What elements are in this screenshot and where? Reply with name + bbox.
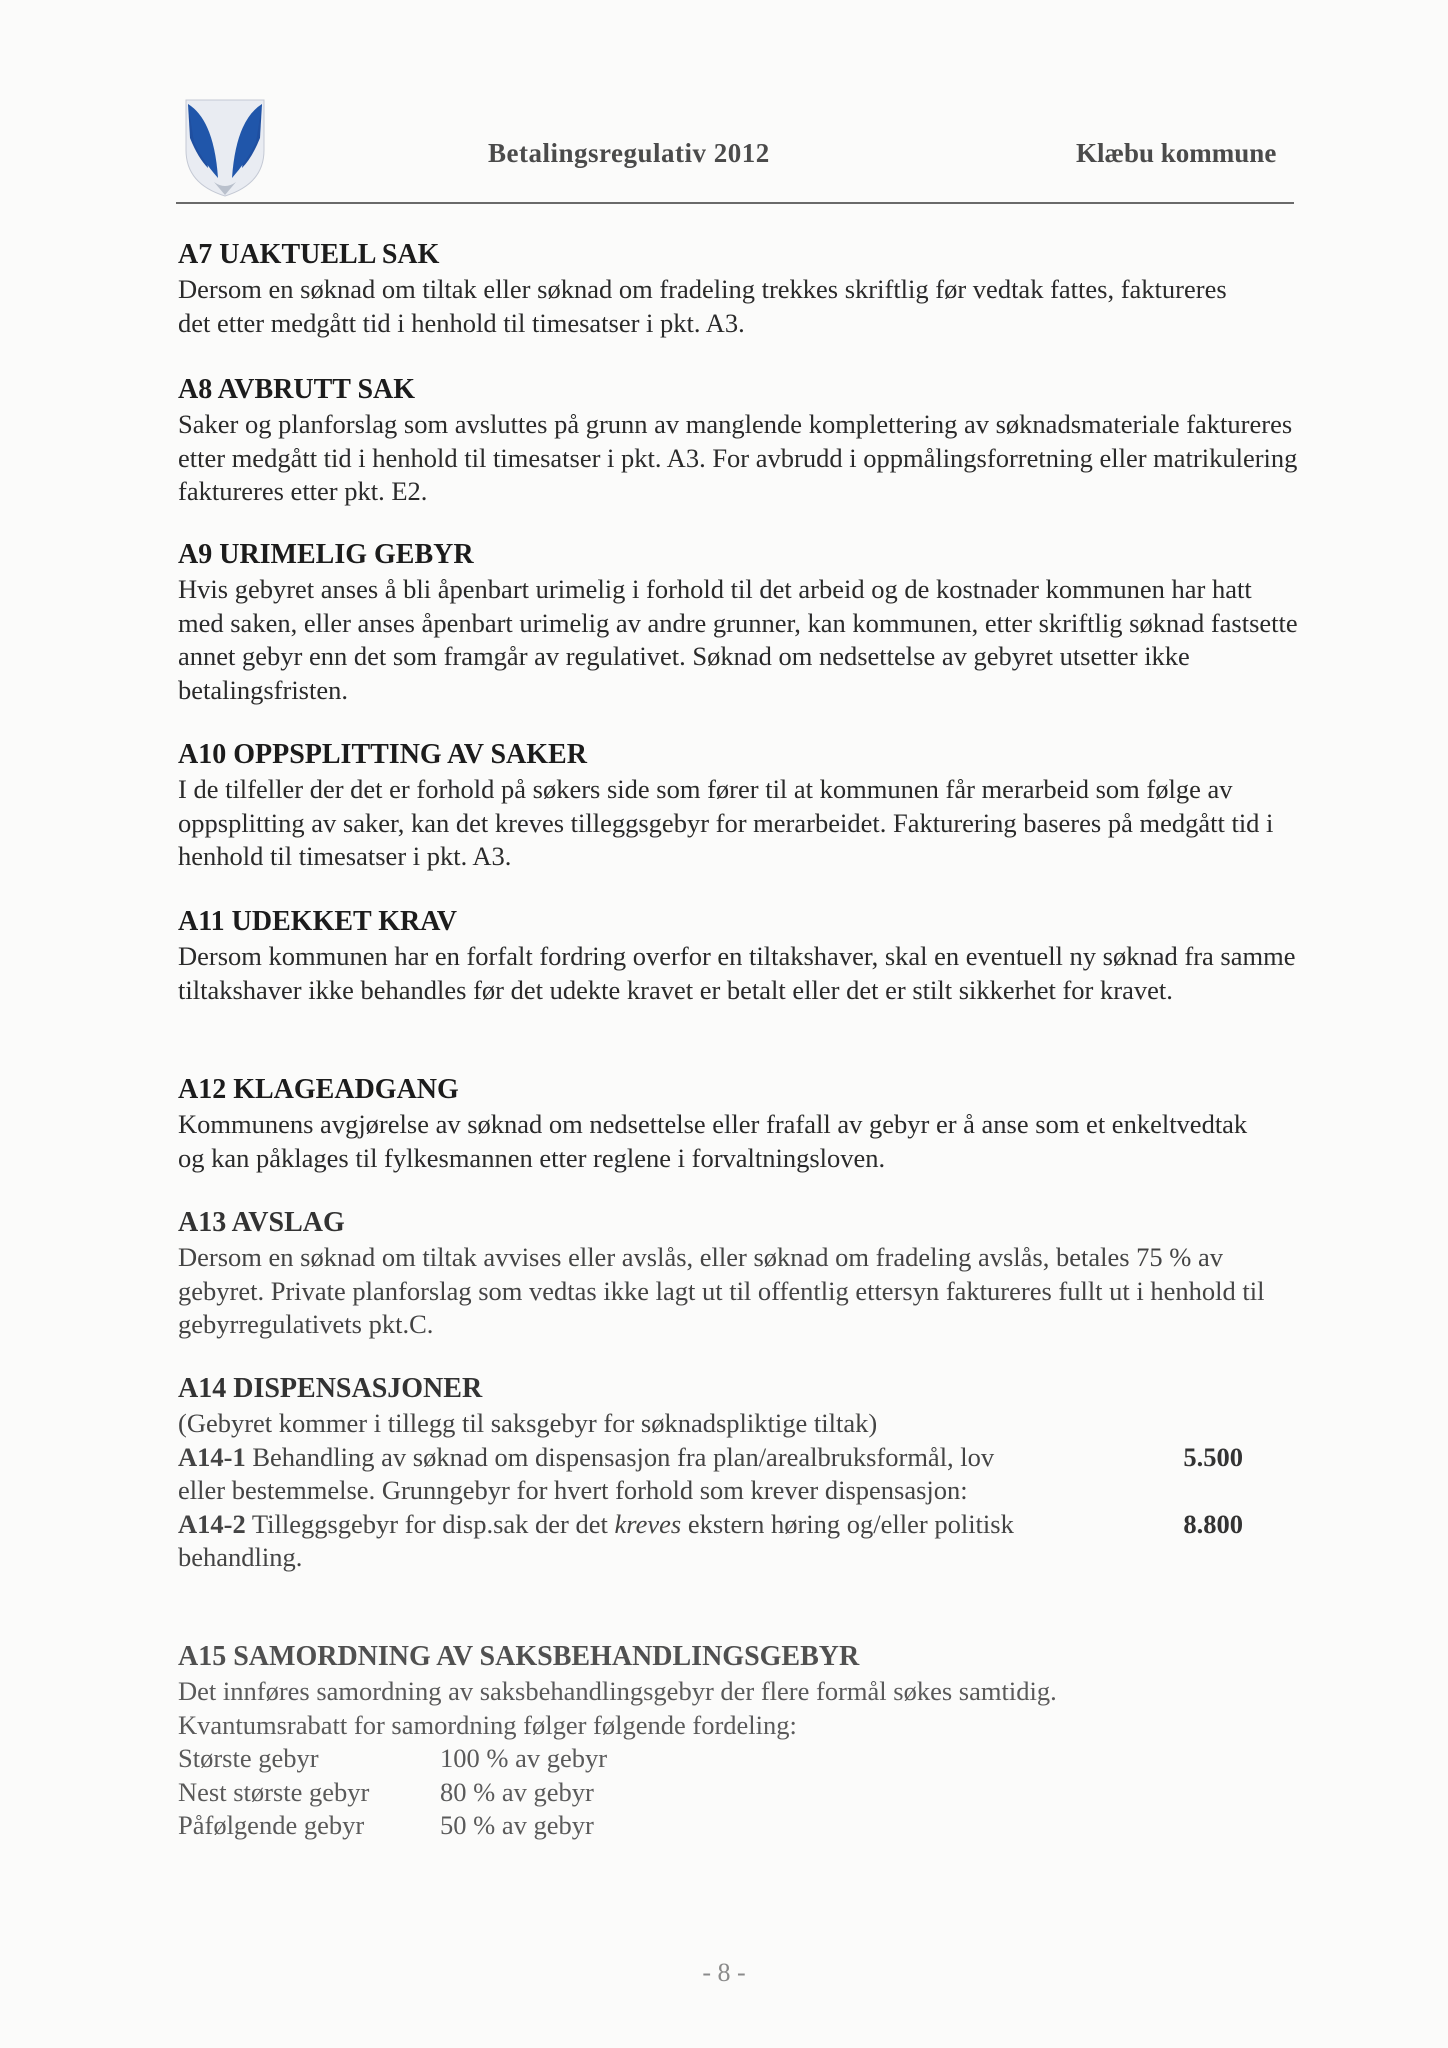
section-body: Dersom en søknad om tiltak eller søknad om fradeling trekkes skriftlig før vedtak fattes, faktureres det etter medgått tid i henhold til timesatser i pkt. A3. (178, 274, 1227, 338)
header-divider (176, 202, 1294, 204)
fee-amount: 5.500 (1183, 1441, 1243, 1472)
section-body: Dersom kommunen har en forfalt fordring overfor en tiltakshaver, skal en eventuell ny søknad fra samme tiltakshaver ikke behandles før det udekte kravet er betalt eller det er stilt sikkerhet for kravet. (178, 941, 1296, 1005)
distribution-value: 80 % av gebyr (440, 1776, 594, 1807)
distribution-value: 50 % av gebyr (440, 1810, 594, 1840)
municipality-name: Klæbu kommune (1076, 138, 1277, 168)
section-title: A9 URIMELIG GEBYR (178, 539, 474, 570)
section-body-line: Kvantumsrabatt for samordning følger følgende fordeling: (178, 1709, 797, 1740)
section-title: A13 AVSLAG (178, 1207, 345, 1238)
fee-text: Tilleggsgebyr for disp.sak der det (245, 1508, 615, 1539)
fee-code: A14-1 (178, 1441, 246, 1472)
fee-code: A14-2 (178, 1508, 246, 1539)
section-title: A8 AVBRUTT SAK (178, 374, 416, 405)
section-a9 (178, 538, 1298, 707)
section-a12 (178, 1073, 1298, 1175)
section-body: I de tilfeller der det er forhold på søkers side som fører til at kommunen får merarbeid som følge av oppsplitting av saker, kan det kreves tilleggsgebyr for merarbeidet. Fakturering baseres på medgått tid i henhold til timesatser i pkt. A3. (178, 774, 1274, 871)
dispensation-note: (Gebyret kommer i tillegg til saksgebyr for søknadspliktige tiltak) (178, 1408, 878, 1438)
section-title: A10 OPPSPLITTING AV SAKER (178, 739, 587, 770)
fee-row-a14-2 (178, 1508, 1298, 1575)
fee-row-a14-1 (178, 1441, 1298, 1508)
municipal-coat-of-arms-logo (184, 98, 266, 198)
section-a10 (178, 738, 1298, 874)
section-title: A7 UAKTUELL SAK (178, 239, 440, 270)
discount-distribution (178, 1742, 1298, 1843)
section-a11 (178, 905, 1298, 1007)
section-a15 (178, 1640, 1298, 1843)
fee-text: ekstern høring og/eller politisk behandling. (178, 1508, 1014, 1572)
fee-text: Behandling av søknad om dispensasjon fra plan/arealbruksformål, lov eller bestemmelse. Grunngebyr for hvert forhold som krever dispensasjon: (178, 1441, 995, 1505)
distribution-value: 100 % av gebyr (440, 1743, 608, 1773)
section-body: Dersom en søknad om tiltak avvises eller avslås, eller søknad om fradeling avslås, betales 75 % av gebyret. Private planforslag som vedtas ikke lagt ut til offentlig ettersyn faktureres fullt ut i henhold til gebyrregulativets pkt.C. (178, 1242, 1265, 1339)
fee-text-emphasis: kreves (614, 1508, 682, 1539)
section-body: Saker og planforslag som avsluttes på grunn av manglende komplettering av søknadsmateriale faktureres etter medgått tid i henhold til timesatser i pkt. A3. For avbrudd i oppmålingsforretning eller matrikulering faktureres etter pkt. E2. (178, 409, 1298, 506)
section-a8 (178, 373, 1298, 509)
section-body: Kommunens avgjørelse av søknad om nedsettelse eller frafall av gebyr er å anse som et enkeltvedtak og kan påklages til fylkesmannen etter reglene i forvaltningsloven. (178, 1109, 1248, 1173)
section-a7 (178, 238, 1298, 340)
fee-description (178, 1441, 1038, 1508)
distribution-label: Nest største gebyr (178, 1776, 370, 1807)
section-title: A14 DISPENSASJONER (178, 1373, 483, 1404)
section-body: Hvis gebyret anses å bli åpenbart urimelig i forhold til det arbeid og de kostnader kommunen har hatt med saken, eller anses åpenbart urimelig av andre grunner, kan kommunen, etter skriftlig søknad fastsette annet gebyr enn det som framgår av regulativet. Søknad om nedsettelse av gebyret utsetter ikke betalingsfristen. (178, 574, 1298, 705)
page-number: - 8 - (702, 1958, 746, 1987)
section-a13 (178, 1206, 1298, 1342)
section-body-line: Det innføres samordning av saksbehandlingsgebyr der flere formål søkes samtidig. (178, 1676, 1057, 1706)
section-title: A11 UDEKKET KRAV (178, 906, 458, 937)
section-title: A15 SAMORDNING AV SAKSBEHANDLINGSGEBYR (178, 1641, 860, 1672)
fee-description (178, 1508, 1038, 1575)
fee-amount: 8.800 (1183, 1508, 1243, 1539)
document-title: Betalingsregulativ 2012 (488, 138, 770, 168)
distribution-label: Største gebyr (178, 1743, 319, 1773)
section-title: A12 KLAGEADGANG (178, 1074, 459, 1105)
distribution-label: Påfølgende gebyr (178, 1810, 365, 1840)
section-a14 (178, 1372, 1298, 1575)
